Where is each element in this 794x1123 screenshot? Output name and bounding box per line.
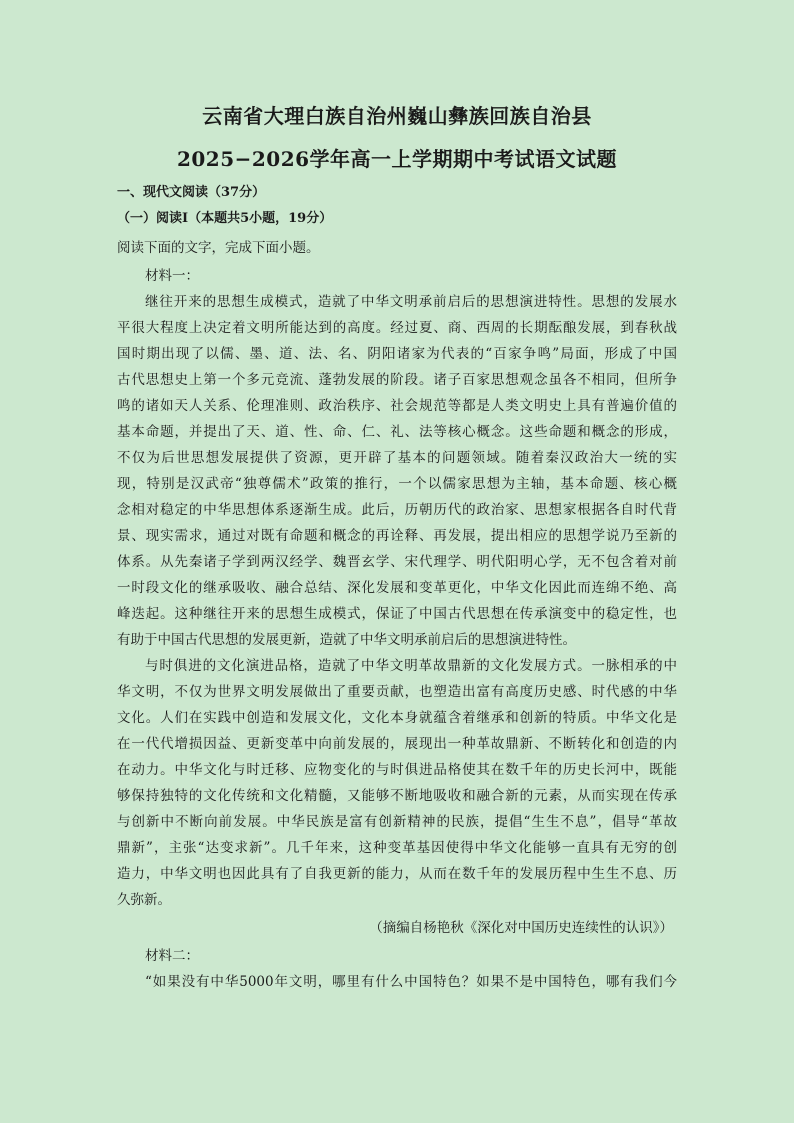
material1-line: 基本命题，并提出了天、道、性、命、仁、礼、法等核心概念。这些命题和概念的形成， xyxy=(117,424,677,440)
document-title-line2: 2025−2026学年高一上学期期中考试语文试题 xyxy=(176,147,618,171)
section-heading: 一、现代文阅读（37分） xyxy=(117,185,266,200)
material1-para2-line: 在一代代增损因益、更新变革中向前发展的，展现出一种革故鼎新、不断转化和创造的内 xyxy=(117,736,677,752)
material1-para2-line: 鼎新”，主张“达变求新”。几千年来，这种变革基因使得中华文化能够一直具有无穷的创 xyxy=(117,840,677,856)
material1-para2-line: 在动力。中华文化与时迁移、应物变化的与时俱进品格使其在数千年的历史长河中，既能 xyxy=(117,762,677,778)
material2-label: 材料二： xyxy=(145,948,199,964)
source-citation: （摘编自杨艳秋《深化对中国历史连续性的认识》） xyxy=(369,920,673,936)
document-title-line1: 云南省大理白族自治州巍山彝族回族自治县 xyxy=(202,104,592,128)
material1-line: 现，特别是汉武帝“独尊儒术”政策的推行，一个以儒家思想为主轴，基本命题、核心概 xyxy=(117,476,677,492)
material1-line: 继往开来的思想生成模式，造就了中华文明承前启后的思想演进特性。思想的发展水 xyxy=(145,294,677,310)
material1-para2-line: 华文明，不仅为世界文明发展做出了重要贡献，也塑造出富有高度历史感、时代感的中华 xyxy=(117,684,677,700)
material2-line: “如果没有中华5000年文明，哪里有什么中国特色？如果不是中国特色，哪有我们今 xyxy=(145,974,677,990)
material1-para2-line: 久弥新。 xyxy=(117,892,171,908)
material1-line: 不仅为后世思想发展提供了资源，更开辟了基本的问题领域。随着秦汉政治大一统的实 xyxy=(117,450,677,466)
material1-line: 国时期出现了以儒、墨、道、法、名、阴阳诸家为代表的“百家争鸣”局面，形成了中国 xyxy=(117,346,677,362)
material1-line: 一时段文化的继承吸收、融合总结、深化发展和变革更化，中华文化因此而连绵不绝、高 xyxy=(117,580,677,596)
instruction-text: 阅读下面的文字，完成下面小题。 xyxy=(117,240,320,256)
material1-line: 体系。从先秦诸子学到两汉经学、魏晋玄学、宋代理学、明代阳明心学，无不包含着对前 xyxy=(117,554,677,570)
material1-line: 古代思想史上第一个多元竞流、蓬勃发展的阶段。诸子百家思想观念虽各不相同，但所争 xyxy=(117,372,677,388)
material1-para2-line: 文化。人们在实践中创造和发展文化，文化本身就蕴含着继承和创新的特质。中华文化是 xyxy=(117,710,677,726)
material1-para2-line: 造力，中华文明也因此具有了自我更新的能力，从而在数千年的发展历程中生生不息、历 xyxy=(117,866,677,882)
material1-para2-line: 与创新中不断向前发展。中华民族是富有创新精神的民族，提倡“生生不息”，倡导“革故 xyxy=(117,814,677,830)
material1-line: 景、现实需求，通过对既有命题和概念的再诠释、再发展，提出相应的思想学说乃至新的 xyxy=(117,528,677,544)
material1-line: 有助于中国古代思想的发展更新，造就了中华文明承前启后的思想演进特性。 xyxy=(117,632,576,648)
material1-line: 鸣的诸如天人关系、伦理准则、政治秩序、社会规范等都是人类文明史上具有普遍价值的 xyxy=(117,398,677,414)
material1-label: 材料一： xyxy=(145,268,199,284)
material1-line: 峰迭起。这种继往开来的思想生成模式，保证了中国古代思想在传承演变中的稳定性，也 xyxy=(117,606,677,622)
material1-para2-line: 与时俱进的文化演进品格，造就了中华文明革故鼎新的文化发展方式。一脉相承的中 xyxy=(145,658,677,674)
subsection-heading: （一）阅读Ⅰ（本题共5小题，19分） xyxy=(117,211,333,226)
material1-line: 平很大程度上决定着文明所能达到的高度。经过夏、商、西周的长期酝酿发展，到春秋战 xyxy=(117,320,677,336)
material1-para2-line: 够保持独特的文化传统和文化精髓，又能够不断地吸收和融合新的元素，从而实现在传承 xyxy=(117,788,677,804)
material1-line: 念相对稳定的中华思想体系逐渐生成。此后，历朝历代的政治家、思想家根据各自时代背 xyxy=(117,502,677,518)
